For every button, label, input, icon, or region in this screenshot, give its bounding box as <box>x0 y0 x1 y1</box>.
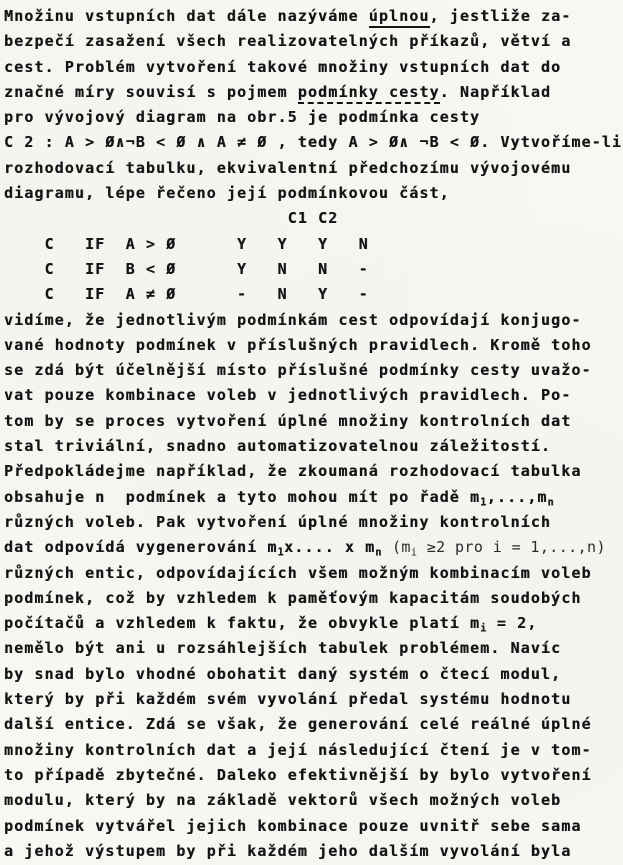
text-segment: množiny kontrolních dat a její následující čtení je v tom- <box>4 740 592 759</box>
text-segment: Množinu vstupních dat dále nazýváme <box>4 7 369 25</box>
text-line <box>4 4 623 29</box>
text-line <box>4 383 623 408</box>
text-segment: ≥2 pro i = 1,...,n) <box>417 538 606 557</box>
text-line <box>4 206 623 231</box>
text-line <box>4 763 623 788</box>
text-segment: C IF A ≠ Ø - N Y - <box>4 285 369 304</box>
text-line <box>4 535 623 560</box>
text-segment: . Například <box>439 82 552 101</box>
text-segment: značné míry souvisí s pojmem <box>4 82 298 101</box>
text-line <box>4 485 623 510</box>
text-segment: podmínek vytvářel jejich kombinace pouze uvnitř sebe sama <box>4 816 582 835</box>
text-line <box>4 459 623 484</box>
text-line <box>4 510 623 535</box>
text-segment: cest. Problém vytvoření takové množiny vstupních dat do <box>4 57 562 76</box>
text-segment: Předpokládejme například, že zkoumaná rozhodovací tabulka <box>4 462 582 481</box>
text-line <box>4 333 623 358</box>
text-segment: a jehož výstupem by při každém jeho dalším vyvolání byla <box>4 841 572 860</box>
text-segment: obsahuje n podmínek a tyto mohou mít po řadě m <box>4 487 481 506</box>
text-segment: ,...,m <box>486 487 548 506</box>
text-line <box>4 80 623 105</box>
text-line <box>4 561 623 586</box>
text-segment: i <box>410 547 418 559</box>
text-line <box>4 712 623 737</box>
text-segment: různých voleb. Pak vytvoření úplné množiny kontrolních <box>4 512 552 531</box>
text-line <box>4 232 623 257</box>
text-segment: pro vývojový diagram na obr.5 je podmínka cesty <box>4 108 481 127</box>
text-segment: další entice. Zdá se však, že generování celé reálné úplné <box>4 715 592 734</box>
text-segment: C1 C2 <box>4 209 339 228</box>
text-segment: C IF A > Ø Y Y Y N <box>4 234 369 253</box>
text-line <box>4 839 623 864</box>
text-segment: n <box>547 496 555 508</box>
text-segment: různých entic, odpovídajících všem možným kombinacím voleb <box>4 563 592 582</box>
text-segment: rozhodovací tabulku, ekvivalentní předchozímu vývojovému <box>4 158 572 177</box>
text-segment: (m <box>391 538 411 557</box>
text-segment: x.... x m <box>284 538 376 557</box>
page-text <box>4 4 623 864</box>
underlined-term: podmínky cesty <box>298 83 440 104</box>
text-segment: bezpečí zasažení všech realizovatelných příkazů, větví a <box>4 32 572 51</box>
text-line <box>4 738 623 763</box>
text-segment: i <box>480 623 487 635</box>
text-line <box>4 611 623 636</box>
text-line <box>4 409 623 434</box>
text-line <box>4 257 623 282</box>
text-segment: vidíme, že jednotlivým podmínkám cest odpovídají konjugo- <box>4 310 582 329</box>
text-segment <box>382 538 392 556</box>
text-line <box>4 55 623 80</box>
text-segment: vat pouze kombinace voleb v jednotlivých pravidlech. Po- <box>4 386 572 405</box>
text-segment: C 2 : A > Ø∧¬B < Ø ∧ A ≠ Ø , tedy A > Ø∧ ¬B < Ø. Vytvoříme-li <box>4 133 622 152</box>
text-segment: podmínek, což by vzhledem k paměťovým kapacitám soudobých <box>4 588 582 607</box>
text-segment: to případě zbytečné. Daleko efektivnější by bylo vytvoření <box>4 765 592 784</box>
text-line <box>4 156 623 181</box>
text-line <box>4 788 623 813</box>
text-segment: který by při každém svém vyvolání předal systému hodnotu <box>4 690 572 709</box>
text-segment: stal triviální, snadno automatizovatelnou záležitostí. <box>4 437 552 456</box>
text-line <box>4 29 623 54</box>
text-segment: počítačů a vzhledem k faktu, že obvykle platí m <box>4 614 481 633</box>
underlined-term: úplnou <box>369 7 430 28</box>
text-segment: diagramu, lépe řečeno její podmínkovou část, <box>4 184 450 203</box>
text-line <box>4 358 623 383</box>
text-line <box>4 181 623 206</box>
text-line <box>4 814 623 839</box>
text-segment: vané hodnoty podmínek v příslušných pravidlech. Kromě toho <box>4 335 592 354</box>
text-line <box>4 687 623 712</box>
text-segment: modulu, který by na základě vektorů všech možných voleb <box>4 791 562 810</box>
text-line <box>4 130 623 155</box>
text-line <box>4 105 623 130</box>
text-line <box>4 434 623 459</box>
text-segment: dat odpovídá vygenerování m <box>4 538 278 557</box>
text-line <box>4 586 623 611</box>
text-segment: tom by se proces vytvoření úplné množiny kontrolních dat <box>4 411 572 430</box>
text-segment: 1 <box>277 547 285 559</box>
text-segment: nemělo být ani u rozsáhlejších tabulek problémem. Navíc <box>4 639 562 658</box>
text-line <box>4 308 623 333</box>
text-line <box>4 662 623 687</box>
text-line <box>4 636 623 661</box>
text-segment: 1 <box>480 496 487 508</box>
text-segment: , jestliže za- <box>429 7 572 25</box>
text-segment: = 2, <box>486 614 538 633</box>
text-segment: C IF B < Ø Y N N - <box>4 259 369 278</box>
text-segment: by snad bylo vhodné obohatit daný systém o čtecí modul, <box>4 664 562 683</box>
text-line <box>4 282 623 307</box>
text-segment: n <box>375 547 382 559</box>
text-segment: se zdá být účelnější místo příslušné podmínky cesty uvažo- <box>4 361 592 380</box>
